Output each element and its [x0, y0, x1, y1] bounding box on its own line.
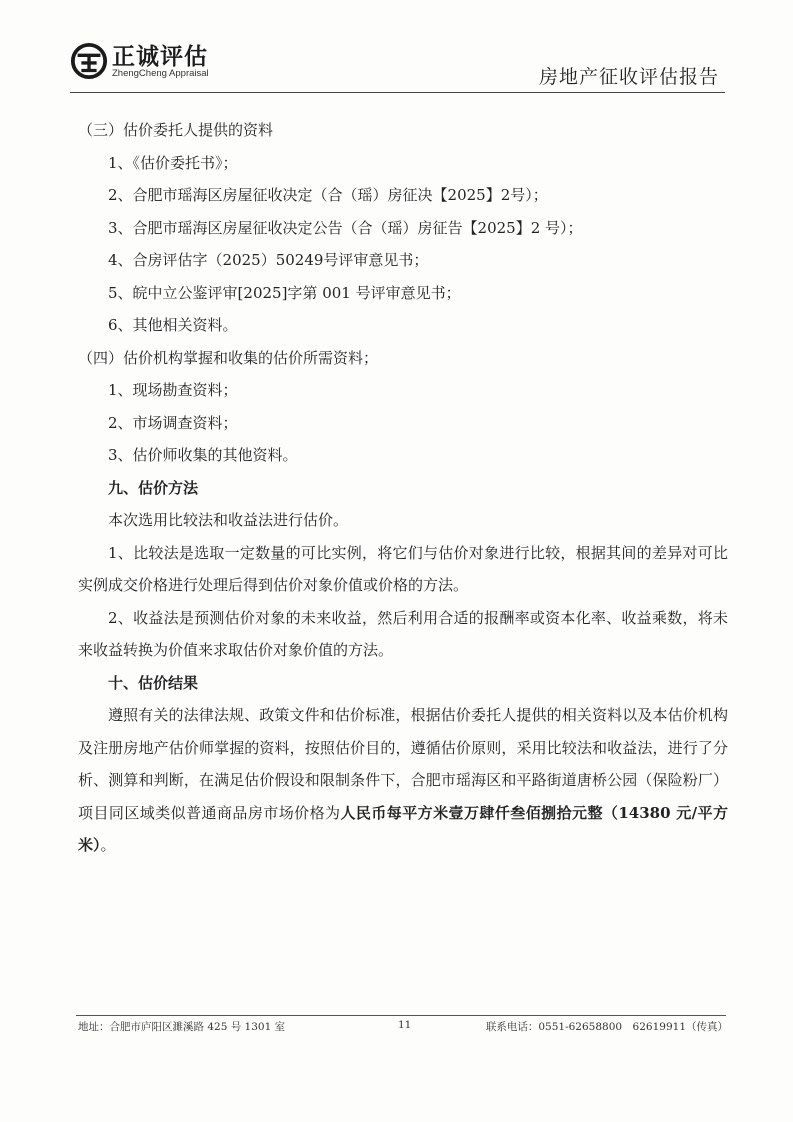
section-9-heading: 九、估价方法 [108, 478, 199, 497]
page-header [0, 0, 793, 100]
report-title: 房地产征收评估报告 [538, 66, 719, 88]
section-10-heading: 十、估价结果 [108, 673, 199, 692]
valuation-result-end: 。 [100, 836, 116, 854]
section-3-item: 2、合肥市瑶海区房屋征收决定（合（瑶）房征决【2025】2号）； [108, 186, 548, 204]
section-4-item: 2、市场调查资料； [108, 413, 238, 432]
header-divider [70, 92, 725, 93]
section-4-heading: （四）估价机构掌握和收集的估价所需资料； [78, 348, 379, 367]
section-3-heading: （三）估价委托人提供的资料 [78, 121, 274, 139]
company-logo-icon [70, 42, 108, 80]
section-3-item: 6、其他相关资料。 [108, 316, 238, 334]
document-body [78, 114, 728, 862]
section-3-item: 1、《估价委托书》； [108, 153, 238, 172]
valuation-result-paragraph [78, 699, 728, 862]
income-method-paragraph: 2、收益法是预测估价对象的未来收益，然后利用合适的报酬率或资本化率、收益乘数，将未来收益转换为价值来求取估价对象价值的方法。 [78, 608, 728, 659]
section-4-item: 1、现场勘查资料； [108, 381, 238, 399]
footer-address: 地址：合肥市庐阳区濉溪路 425 号 1301 室 [78, 1021, 286, 1033]
section-4-item: 3、估价师收集的其他资料。 [108, 446, 298, 464]
page-footer [78, 1019, 728, 1035]
logo-english-name: ZhengCheng Appraisal [112, 68, 209, 79]
footer-phone: 联系电话：0551-62658800 62619911（传真） [485, 1021, 728, 1033]
logo-chinese-name: 正诚评估 [112, 44, 208, 70]
section-3-item: 3、合肥市瑶海区房屋征收决定公告（合（瑶）房征告【2025】2 号）； [108, 218, 583, 237]
section-3-item: 4、合房评估字（2025）50249号评审意见书； [108, 251, 429, 269]
page-number: 11 [398, 1019, 412, 1031]
footer-divider [76, 1015, 726, 1016]
section-9-intro: 本次选用比较法和收益法进行估价。 [108, 511, 349, 529]
comparison-method-paragraph: 1、比较法是选取一定数量的可比实例，将它们与估价对象进行比较，根据其间的差异对可比实例成交价格进行处理后得到估价对象价值或价格的方法。 [78, 543, 728, 594]
company-logo [70, 34, 270, 84]
valuation-result-text: 遵照有关的法律法规、政策文件和估价标准，根据估价委托人提供的相关资料以及本估价机构及注册房地产估价师掌握的资料，按照估价目的，遵循估价原则，采用比较法和收益法，进行了分析、测算和判断，在满足估价假设和限制条件下，合肥市瑶海区和平路街道唐桥公园（保险粉厂）项目同区域类似普通商品房市场价格为 [78, 706, 728, 822]
valuation-result-price: 人民币每平方米壹万肆仟叁佰捌拾元整（14380 元/平方米） [78, 803, 728, 854]
section-3-item: 5、皖中立公鉴评审[2025]字第 001 号评审意见书； [108, 283, 461, 302]
